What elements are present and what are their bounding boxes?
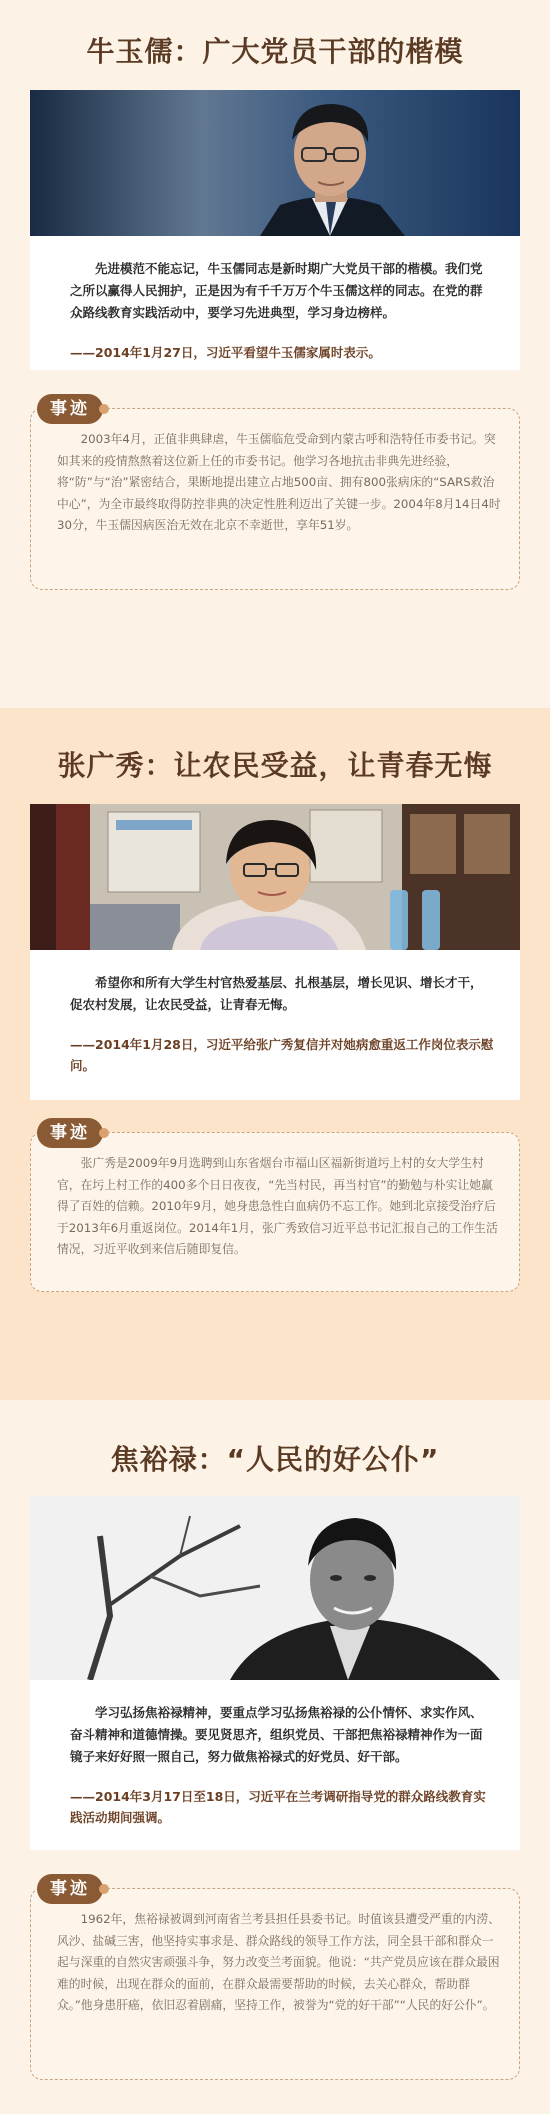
quote-text: 学习弘扬焦裕禄精神，要重点学习弘扬焦裕禄的公仆情怀、求实作风、奋斗精神和道德情操。要见贤思齐，组织党员、干部把焦裕禄精神作为一面镜子来好好照一照自己，努力做焦裕禄式的好党员、好干部。 (70, 1705, 483, 1764)
quote-card (30, 1680, 520, 1850)
story-text: 1962年，焦裕禄被调到河南省兰考县担任县委书记。时值该县遭受严重的内涝、风沙、盐碱三害，他坚持实事求是、群众路线的领导工作方法，同全县干部和群众一起与深重的自然灾害顽强斗争，努力改变兰考面貌。他说：“共产党员应该在群众最困难的时候，出现在群众的面前，在群众最需要帮助的时候，去关心群众，帮助群众。”他身患肝癌，依旧忍着剧痛，坚持工作，被誉为“党的好干部”“人民的好公仆”。 (57, 1912, 500, 2012)
portrait-photo-graphic (30, 1496, 520, 1680)
story-badge: 事迹 (37, 1118, 103, 1148)
quote-text: 希望你和所有大学生村官热爱基层、扎根基层，增长见识、增长才干，促农村发展，让农民受益，让青春无悔。 (70, 975, 483, 1012)
story-box (30, 1879, 520, 2080)
portrait-photo-graphic (30, 90, 520, 236)
section-title: 牛玉儒：广大党员干部的楷模 (86, 35, 464, 68)
section-niu-yuru (0, 0, 550, 708)
section-zhang-guangxiu (0, 708, 550, 1400)
quote-source: ——2014年1月28日，习近平给张广秀复信并对她病愈重返工作岗位表示慰问。 (70, 1037, 494, 1073)
portrait-photo-graphic (30, 804, 520, 950)
quote-source: ——2014年3月17日至18日，习近平在兰考调研指导党的群众路线教育实践活动期间强调。 (70, 1789, 486, 1825)
section-jiao-yulu (0, 1400, 550, 2114)
story-text: 2003年4月，正值非典肆虐，牛玉儒临危受命到内蒙古呼和浩特任市委书记。突如其来的疫情熬熬着这位新上任的市委书记。他学习各地抗击非典先进经验，将“防”与“治”紧密结合，果断地提出建立占地500亩、拥有800张病床的“SARS救治中心”，为全市最终取得防控非典的决定性胜利迈出了关键一步。2004年8月14日4时30分，牛玉儒因病医治无效在北京不幸逝世，享年51岁。 (57, 432, 501, 532)
story-text: 张广秀是2009年9月选聘到山东省烟台市福山区福新街道圬上村的女大学生村官，在圬上村工作的400多个日日夜夜，“先当村民，再当村官”的勤勉与朴实让她赢得了百姓的信赖。2010年9月，她身患急性白血病仍不忘工作。她到北京接受治疗后于2013年6月重返岗位。2014年1月，张广秀致信习近平总书记汇报自己的工作生活情况，习近平收到来信后随即复信。 (57, 1156, 498, 1256)
story-badge: 事迹 (37, 1874, 103, 1904)
quote-card (30, 236, 520, 370)
quote-source: ——2014年1月27日，习近平看望牛玉儒家属时表示。 (70, 345, 381, 360)
portrait-photo (30, 804, 520, 950)
portrait-photo (30, 90, 520, 236)
section-title: 焦裕禄：“人民的好公仆” (110, 1443, 440, 1476)
quote-card (30, 950, 520, 1100)
portrait-photo (30, 1496, 520, 1680)
story-badge: 事迹 (37, 394, 103, 424)
story-box (30, 1123, 520, 1292)
section-title: 张广秀：让农民受益，让青春无悔 (57, 749, 493, 782)
quote-text: 先进模范不能忘记，牛玉儒同志是新时期广大党员干部的楷模。我们党之所以赢得人民拥护，正是因为有千千万万个牛玉儒这样的同志。在党的群众路线教育实践活动中，要学习先进典型，学习身边榜样。 (70, 261, 483, 320)
story-box (30, 399, 520, 590)
